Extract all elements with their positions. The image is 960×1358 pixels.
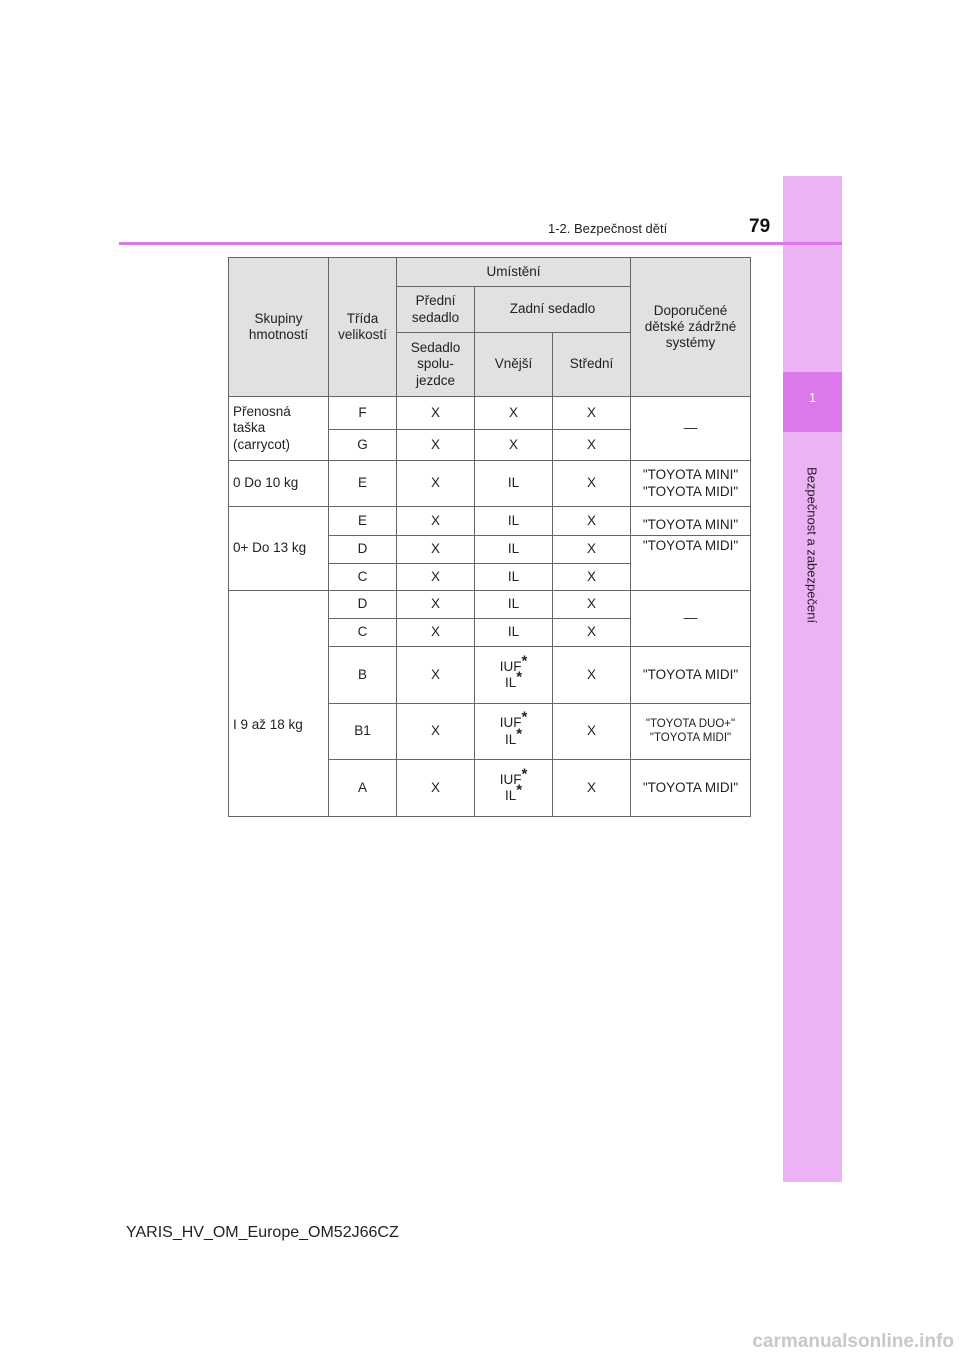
table-cell: IL [475, 564, 553, 591]
recommended-line: "TOYOTA MINI" [642, 467, 739, 483]
table-cell: X [397, 507, 475, 536]
document-id: YARIS_HV_OM_Europe_OM52J66CZ [126, 1224, 399, 1241]
footnote-mark: * [521, 652, 528, 670]
table-cell: IL [475, 461, 553, 507]
table-cell: X [553, 704, 631, 760]
group-name: 0 Do 10 kg [229, 461, 329, 507]
recommended-cell [631, 461, 751, 507]
cell-value: IL [504, 675, 517, 690]
watermark: carmanualsonline.info [752, 1331, 954, 1352]
table-cell: X [553, 647, 631, 704]
table-cell: B1 [329, 704, 397, 760]
chapter-label: Bezpečnost a zabezpečení [804, 466, 820, 624]
header-size-class: Třída velikostí [329, 258, 397, 397]
recommended-line: "TOYOTA DUO+" [645, 717, 736, 730]
header-mass-group: Skupiny hmotností [229, 258, 329, 397]
table-cell: E [329, 461, 397, 507]
page-number: 79 [749, 216, 771, 237]
table-cell: X [475, 430, 553, 461]
chapter-side-tab [783, 176, 842, 1182]
recommended-cell: "TOYOTA MIDI" [631, 647, 751, 704]
table-cell: X [553, 619, 631, 647]
table-row [229, 461, 751, 507]
table-cell [475, 760, 553, 817]
table-cell: G [329, 430, 397, 461]
group-name: I 9 až 18 kg [229, 591, 329, 817]
table-cell: IL [475, 507, 553, 536]
recommended-cell: — [631, 397, 751, 461]
footnote-mark: * [516, 781, 523, 799]
footnote-mark: * [521, 708, 528, 726]
table-cell: X [553, 430, 631, 461]
header-outer: Vnější [475, 333, 553, 397]
group-name: Přenosná taška (carrycot) [229, 397, 329, 461]
table-cell [475, 647, 553, 704]
table-cell: X [397, 619, 475, 647]
footnote-mark: * [516, 725, 523, 742]
table-cell: X [397, 760, 475, 817]
cell-value: IUF [499, 658, 522, 674]
chapter-number: 1 [808, 390, 817, 405]
table-cell: X [397, 397, 475, 430]
cell-value: IL [504, 788, 517, 803]
header-front-seat: Přední sedadlo [397, 287, 475, 333]
cell-value: IUF [499, 771, 522, 787]
table-cell: X [397, 647, 475, 704]
table-row [229, 507, 751, 536]
table-cell: X [397, 564, 475, 591]
header-center: Střední [553, 333, 631, 397]
table-cell: X [397, 536, 475, 564]
table-cell: D [329, 591, 397, 619]
footnote-mark: * [521, 765, 528, 783]
table-cell: IL [475, 619, 553, 647]
group-name: 0+ Do 13 kg [229, 507, 329, 591]
recommended-line: "TOYOTA MIDI" [649, 731, 732, 744]
table-row [229, 591, 751, 619]
header-rear-seat: Zadní sedadlo [475, 287, 631, 333]
table-cell: X [553, 461, 631, 507]
table-cell: C [329, 564, 397, 591]
recommended-cell [631, 704, 751, 760]
table-cell: X [553, 760, 631, 817]
header-rule [119, 242, 842, 245]
header-recommended: Doporučené dětské zádržné systémy [631, 258, 751, 397]
table-cell: F [329, 397, 397, 430]
table-cell: IL [475, 536, 553, 564]
table-cell: X [553, 507, 631, 536]
table-cell: C [329, 619, 397, 647]
cell-value: IUF [499, 715, 522, 731]
table-cell: X [553, 591, 631, 619]
table-cell: A [329, 760, 397, 817]
table-cell: X [397, 430, 475, 461]
table-cell: X [553, 397, 631, 430]
recommended-cell: "TOYOTA MIDI" [631, 760, 751, 817]
table-cell: IL [475, 591, 553, 619]
recommended-cell: — [631, 591, 751, 647]
table-cell: X [553, 564, 631, 591]
child-seat-table [228, 257, 751, 817]
table-cell: E [329, 507, 397, 536]
table-row [229, 397, 751, 430]
header-passenger-seat: Sedadlo spolu-jezdce [397, 333, 475, 397]
header-placement: Umístění [397, 258, 631, 287]
table-cell [475, 704, 553, 760]
table-cell: B [329, 647, 397, 704]
table-cell: X [397, 704, 475, 760]
table-cell: X [397, 591, 475, 619]
cell-value: IL [504, 731, 517, 747]
table-cell: D [329, 536, 397, 564]
section-title: 1-2. Bezpečnost dětí [548, 221, 668, 236]
table-cell: X [475, 397, 553, 430]
recommended-cell: "TOYOTA MINI" [631, 507, 751, 536]
recommended-cell: "TOYOTA MIDI" [631, 536, 751, 591]
table-cell: X [397, 461, 475, 507]
recommended-line: "TOYOTA MIDI" [642, 483, 739, 499]
table-cell: X [553, 536, 631, 564]
footnote-mark: * [516, 668, 523, 686]
